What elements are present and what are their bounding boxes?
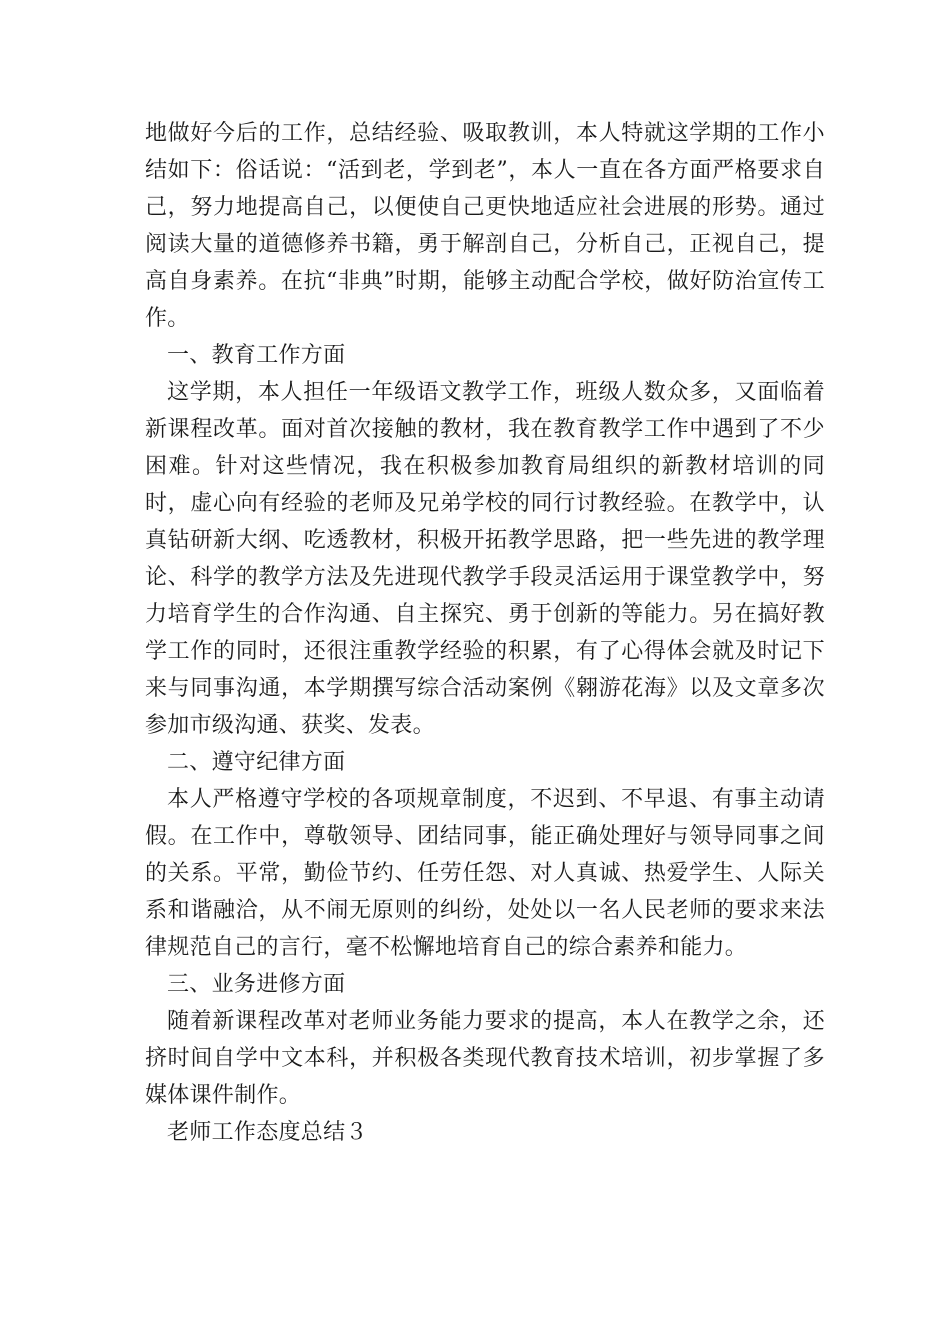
paragraph-education: 这学期，本人担任一年级语文教学工作，班级人数众多，又面临着新课程改革。面对首次接触的教材，我在教育教学工作中遇到了不少困难。针对这些情况，我在积极参加教育局组织的新教材培训的同时，虚心向有经验的老师及兄弟学校的同行讨教经验。在教学中，认真钻研新大纲、吃透教材，积极开拓教学思路，把一些先进的教学理论、科学的教学方法及先进现代教学手段灵活运用于课堂教学中，努力培育学生的合作沟通、自主探究、勇于创新的等能力。另在搞好教学工作的同时，还很注重教学经验的积累，有了心得体会就及时记下来与同事沟通，本学期撰写综合活动案例《翱游花海》以及文章多次参加市级沟通、获奖、发表。 — [145, 380, 825, 738]
paragraph-professional-study: 随着新课程改革对老师业务能力要求的提高，本人在教学之余，还挤时间自学中文本科，并积极各类现代教育技术培训，初步掌握了多媒体课件制作。 — [145, 1009, 825, 1108]
section-heading-discipline: 二、遵守纪律方面 — [167, 750, 346, 775]
section-heading-summary-3: 老师工作态度总结３ — [167, 1120, 368, 1145]
section-heading-professional-study: 三、业务进修方面 — [167, 972, 346, 997]
paragraph-intro-continued: 地做好今后的工作，总结经验、吸取教训，本人特就这学期的工作小结如下：俗话说：“活到老，学到老”，本人一直在各方面严格要求自己，努力地提高自己，以便使自己更快地适应社会进展的形势。通过阅读大量的道德修养书籍，勇于解剖自己，分析自己，正视自己，提高自身素养。在抗“非典”时期，能够主动配合学校，做好防治宣传工作。 — [145, 121, 825, 331]
section-heading-education: 一、教育工作方面 — [167, 343, 346, 368]
paragraph-discipline: 本人严格遵守学校的各项规章制度，不迟到、不早退、有事主动请假。在工作中，尊敬领导、团结同事，能正确处理好与领导同事之间的关系。平常，勤俭节约、任劳任怨、对人真诚、热爱学生、人际关系和谐融洽，从不闹无原则的纠纷，处处以一名人民老师的要求来法律规范自己的言行，毫不松懈地培育自己的综合素养和能力。 — [145, 787, 825, 960]
document-body — [145, 115, 825, 1151]
